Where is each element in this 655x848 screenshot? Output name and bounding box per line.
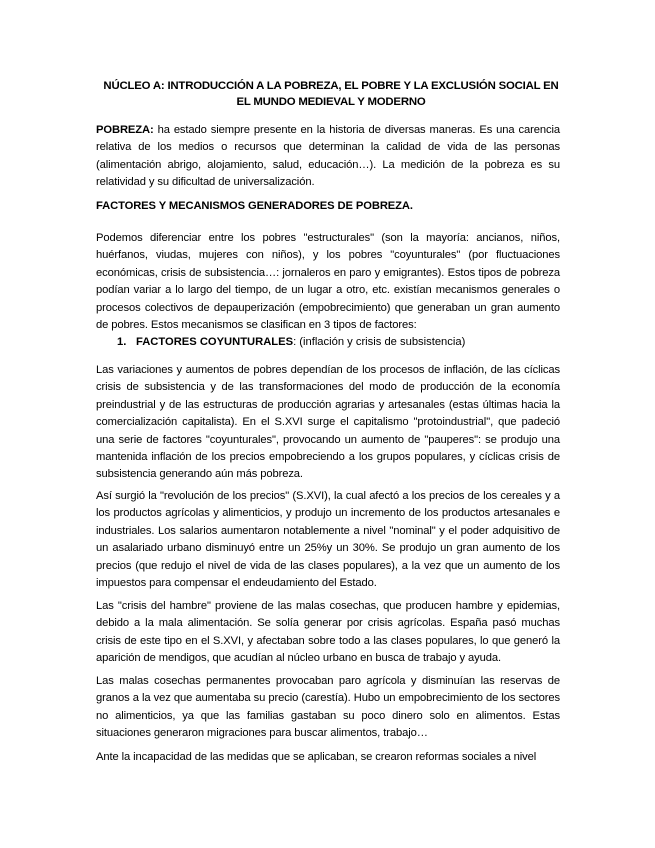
list-description: : (inflación y crisis de subsistencia)	[293, 336, 466, 348]
section-heading-factores: FACTORES Y MECANISMOS GENERADORES DE POBREZA.	[96, 200, 413, 212]
list-number: 1.	[117, 336, 127, 348]
list-item-factores-coyunturales	[117, 334, 465, 350]
paragraph-tipos-pobres: Podemos diferenciar entre los pobres "estructurales" (son la mayoría: ancianos, niños, huérfanos, viudas, mujeres con niños), y los pobres "coyunturales" (por fluctuaciones económicas, crisis de subsistencia…: jornaleros en paro y emigrantes). Estos tipos de pobreza podían variar a lo largo del tiempo, de un lugar a otro, etc. existían mecanismos generales o procesos colectivos de depauperización (empobrecimiento) que generaban un gran aumento de pobres. Estos mecanismos se clasifican en 3 tipos de factores:	[96, 232, 560, 332]
pobreza-definition: ha estado siempre presente en la historia de diversas maneras. Es una carencia relativa de los medios o recursos que determinan la calidad de vida de las personas (alimentación abrigo, alojamiento, salud, educación…). La medición de la pobreza es su relatividad y su dificultad de universalización.	[96, 124, 560, 189]
paragraph-crisis-hambre: Las "crisis del hambre" proviene de las malas cosechas, que producen hambre y epidemias, debido a la mala alimentación. Se solía generar por crisis agrícolas. España pasó muchas crisis de este tipo en el S.XVI, y afectaban sobre todo a las clases populares, lo que generó la aparición de mendigos, que acudían al núcleo urbano en busca de trabajo y ayuda.	[96, 600, 560, 665]
paragraph-revolucion-precios: Así surgió la "revolución de los precios" (S.XVI), la cual afectó a los precios de los cereales y a los productos agrícolas y alimenticios, y produjo un incremento de los productos artesanales e industriales. Los salarios aumentaron notablemente a nivel "nominal" y el poder adquisitivo de un asalariado urbano disminuyó entre un 25%y un 30%. Se produjo un gran aumento de los precios (que redujo el nivel de vida de las clases populares), a la vez que un aumento de los impuestos para compensar el endeudamiento del Estado.	[96, 490, 560, 590]
document-title: NÚCLEO A: INTRODUCCIÓN A LA POBREZA, EL POBRE Y LA EXCLUSIÓN SOCIAL EN EL MUNDO MEDIEVAL Y MODERNO	[103, 80, 559, 108]
list-label: FACTORES COYUNTURALES	[136, 336, 294, 348]
pobreza-term: POBREZA:	[96, 124, 154, 136]
paragraph-variaciones: Las variaciones y aumentos de pobres dependían de los procesos de inflación, de las cíclicas crisis de subsistencia y de las transformaciones del modo de producción de la economía preindustrial y de las estructuras de producción agrarias y artesanales (estas últimas hacia la comercialización capitalista). En el S.XVI surge el capitalismo "protoindustrial", que padeció una serie de factores "coyunturales", provocando un aumento de "pauperes": se produjo una mantenida inflación de los precios empobreciendo a los grupos populares, y cíclicas crisis de subsistencia generando aún más pobreza.	[96, 364, 560, 481]
paragraph-reformas: Ante la incapacidad de las medidas que se aplicaban, se crearon reformas sociales a nivel	[96, 751, 537, 763]
paragraph-pobreza	[96, 122, 560, 192]
paragraph-malas-cosechas: Las malas cosechas permanentes provocaban paro agrícola y disminuían las reservas de granos a la vez que aumentaba su precio (carestía). Hubo un empobrecimiento de los sectores no alimenticios, ya que las familias gastaban su poco dinero solo en alimentos. Estas situaciones generaron migraciones para buscar alimentos, trabajo…	[96, 675, 560, 740]
